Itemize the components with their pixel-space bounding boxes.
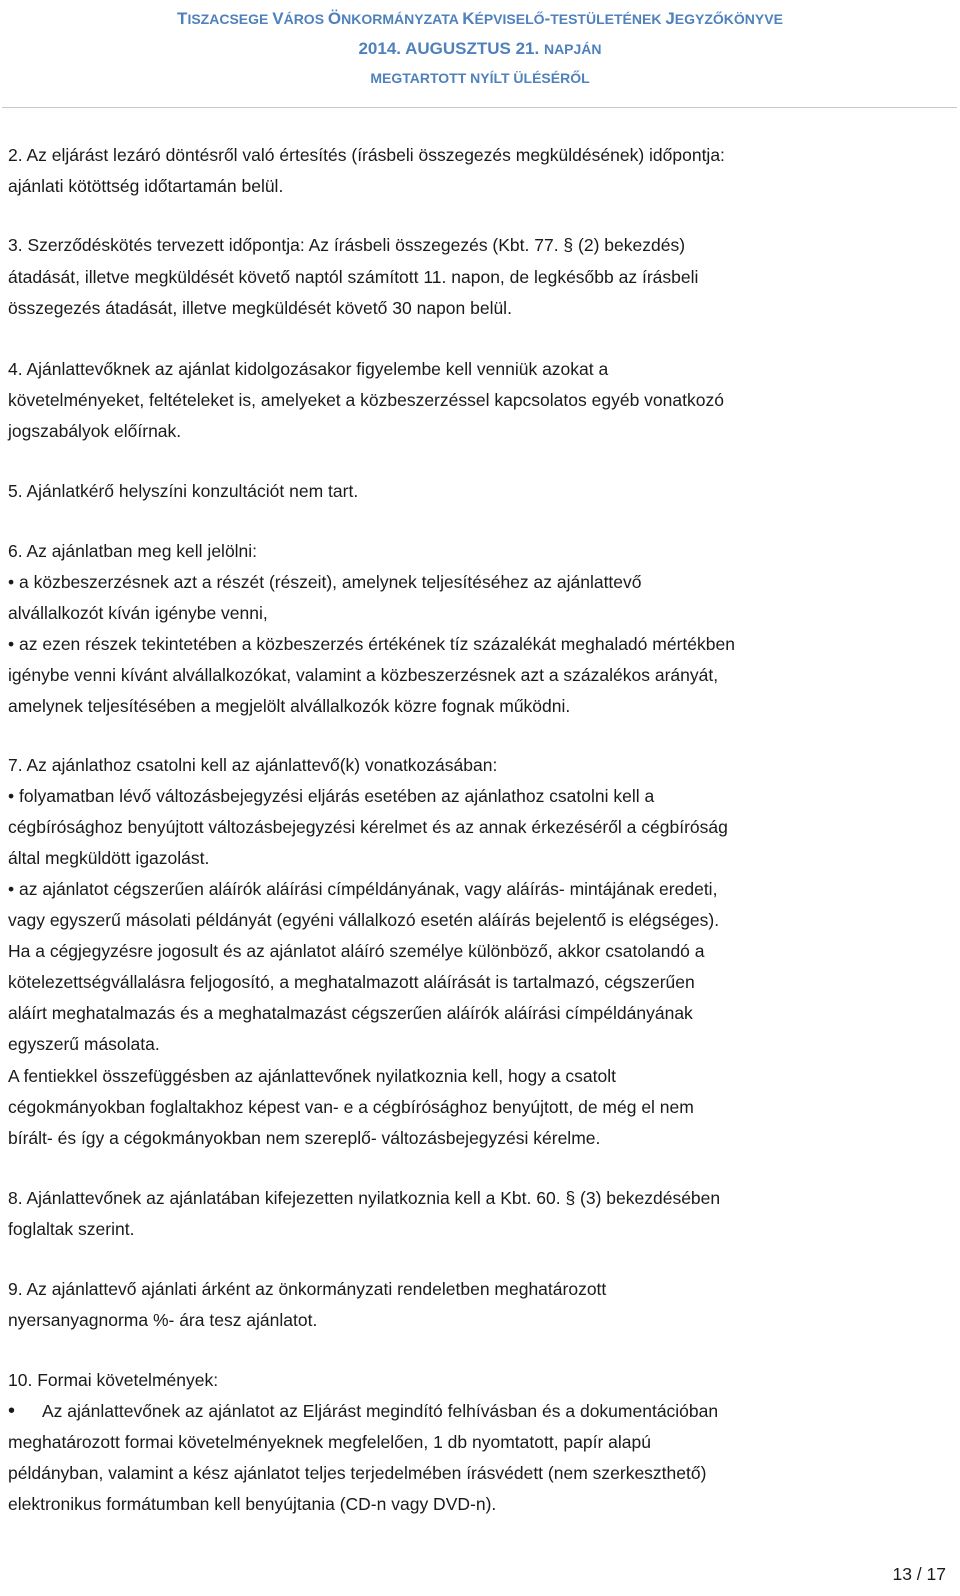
header-text: TESTÜLETÉNEK bbox=[550, 11, 666, 27]
paragraph-line: 9. Az ajánlattevő ajánlati árként az önkormányzati rendeletben meghatározott bbox=[8, 1279, 607, 1299]
paragraph-line: összegezés átadását, illetve megküldését követő 30 napon belül. bbox=[8, 298, 512, 318]
bullet-line: • az ajánlatot cégszerűen aláírók aláírási címpéldányának, vagy aláírás- mintájának eredeti, bbox=[8, 879, 718, 899]
bullet-line: • folyamatban lévő változásbejegyzési eljárás esetében az ajánlathoz csatolni kell a bbox=[8, 786, 655, 806]
header-text: J bbox=[665, 9, 675, 28]
header-text: NKORMÁNYZATA bbox=[341, 11, 463, 27]
paragraph-line: igénybe venni kívánt alvállalkozókat, valamint a közbeszerzésnek azt a százalékos arányát, bbox=[8, 665, 719, 685]
paragraph-line: 10. Formai követelmények: bbox=[8, 1370, 219, 1390]
paragraph-line: cégbírósághoz benyújtott változásbejegyzési kérelmet és az annak érkezéséről a cégbíróság bbox=[8, 817, 728, 837]
bullet-text: Az ajánlattevőnek az ajánlatot az Eljárást megindító felhívásban és a dokumentációban bbox=[42, 1401, 719, 1421]
header-text: ÁROS bbox=[283, 11, 328, 27]
paragraph-line: átadását, illetve megküldését követő naptól számított 11. napon, de legkésőbb az írásbeli bbox=[8, 267, 699, 287]
header-title-line bbox=[0, 4, 960, 34]
paragraph-line: egyszerű másolata. bbox=[8, 1034, 160, 1054]
header-text: ÉPVISELŐ bbox=[474, 11, 545, 27]
paragraph-line: alvállalkozót kíván igénybe venni, bbox=[8, 603, 268, 623]
paragraph-line: 4. Ajánlattevőknek az ajánlat kidolgozásakor figyelembe kell venniük azokat a bbox=[8, 359, 609, 379]
header-divider bbox=[2, 107, 957, 108]
paragraph-line: nyersanyagnorma %- ára tesz ajánlatot. bbox=[8, 1310, 318, 1330]
header-text: - bbox=[544, 9, 551, 28]
header-text: K bbox=[462, 9, 475, 28]
paragraph-line: aláírt meghatalmazás és a meghatalmazást cégszerűen aláírók aláírási címpéldányának bbox=[8, 1003, 693, 1023]
paragraph-line: elektronikus formátumban kell benyújtania (CD-n vagy DVD-n). bbox=[8, 1494, 497, 1514]
paragraph-line: vagy egyszerű másolati példányát (egyéni vállalkozó esetén aláírás bejelentő is elégséges). bbox=[8, 910, 720, 930]
paragraph-line: Ha a cégjegyzésre jogosult és az ajánlatot aláíró személye különböző, akkor csatolandó a bbox=[8, 941, 705, 961]
paragraph-line: 5. Ajánlatkérő helyszíni konzultációt nem tart. bbox=[8, 481, 359, 501]
paragraph-line: foglaltak szerint. bbox=[8, 1219, 135, 1239]
bullet-icon: • bbox=[8, 1400, 16, 1422]
paragraph-line: példányban, valamint a kész ajánlatot teljes terjedelmében írásvédett (nem szerkeszthető) bbox=[8, 1463, 707, 1483]
paragraph-line: 3. Szerződéskötés tervezett időpontja: Az írásbeli összegezés (Kbt. 77. § (2) bekezdés) bbox=[8, 235, 686, 255]
page-number: 13 / 17 bbox=[892, 1564, 946, 1584]
bullet-line: • a közbeszerzésnek azt a részét (részeit), amelynek teljesítéséhez az ajánlattevő bbox=[8, 572, 642, 592]
paragraph-line: jogszabályok előírnak. bbox=[8, 421, 182, 441]
paragraph-line: követelményeket, feltételeket is, amelyeket a közbeszerzéssel kapcsolatos egyéb vonatkozó bbox=[8, 390, 724, 410]
header-text: T bbox=[177, 9, 188, 28]
paragraph-line: által megküldött igazolást. bbox=[8, 848, 210, 868]
header-subtitle-line: MEGTARTOTT NYÍLT ÜLÉSÉRŐL bbox=[370, 70, 590, 86]
paragraph-line: A fentiekkel összefüggésben az ajánlattevőnek nyilatkoznia kell, hogy a csatolt bbox=[8, 1066, 617, 1086]
paragraph-line: ajánlati kötöttség időtartamán belül. bbox=[8, 176, 284, 196]
paragraph-line: kötelezettségvállalásra feljogosító, a meghatalmazott aláírását is tartalmazó, cégszerűen bbox=[8, 972, 695, 992]
header-date: 2014. AUGUSZTUS 21. bbox=[358, 39, 544, 58]
paragraph-line: bírált- és így a cégokmányokban nem szereplő- változásbejegyzési kérelme. bbox=[8, 1128, 601, 1148]
paragraph-line: amelynek teljesítésében a megjelölt alvállalkozók közre fognak működni. bbox=[8, 696, 571, 716]
header-date-line bbox=[0, 34, 960, 64]
header-date-suffix: NAPJÁN bbox=[543, 41, 602, 57]
document-header bbox=[0, 4, 960, 93]
paragraph-line: 7. Az ajánlathoz csatolni kell az ajánlattevő(k) vonatkozásában: bbox=[8, 755, 498, 775]
header-text: ISZACSEGE bbox=[187, 11, 273, 27]
paragraph-line: 6. Az ajánlatban meg kell jelölni: bbox=[8, 541, 258, 561]
header-text: V bbox=[272, 9, 284, 28]
paragraph-line: meghatározott formai követelményeknek megfelelően, 1 db nyomtatott, papír alapú bbox=[8, 1432, 652, 1452]
paragraph-line: 2. Az eljárást lezáró döntésről való értesítés (írásbeli összegezés megküldésének) időpontja: bbox=[8, 145, 725, 165]
paragraph-line: cégokmányokban foglaltakhoz képest van- e a cégbírósághoz benyújtott, de még el nem bbox=[8, 1097, 694, 1117]
bullet-line bbox=[8, 1396, 953, 1426]
paragraph-line: 8. Ajánlattevőnek az ajánlatában kifejezetten nyilatkoznia kell a Kbt. 60. § (3) bekezdésében bbox=[8, 1188, 721, 1208]
bullet-line: • az ezen részek tekintetében a közbeszerzés értékének tíz százalékát meghaladó mértékben bbox=[8, 634, 735, 654]
header-text: Ö bbox=[327, 9, 342, 28]
header-text: EGYZŐKÖNYVE bbox=[674, 11, 783, 27]
